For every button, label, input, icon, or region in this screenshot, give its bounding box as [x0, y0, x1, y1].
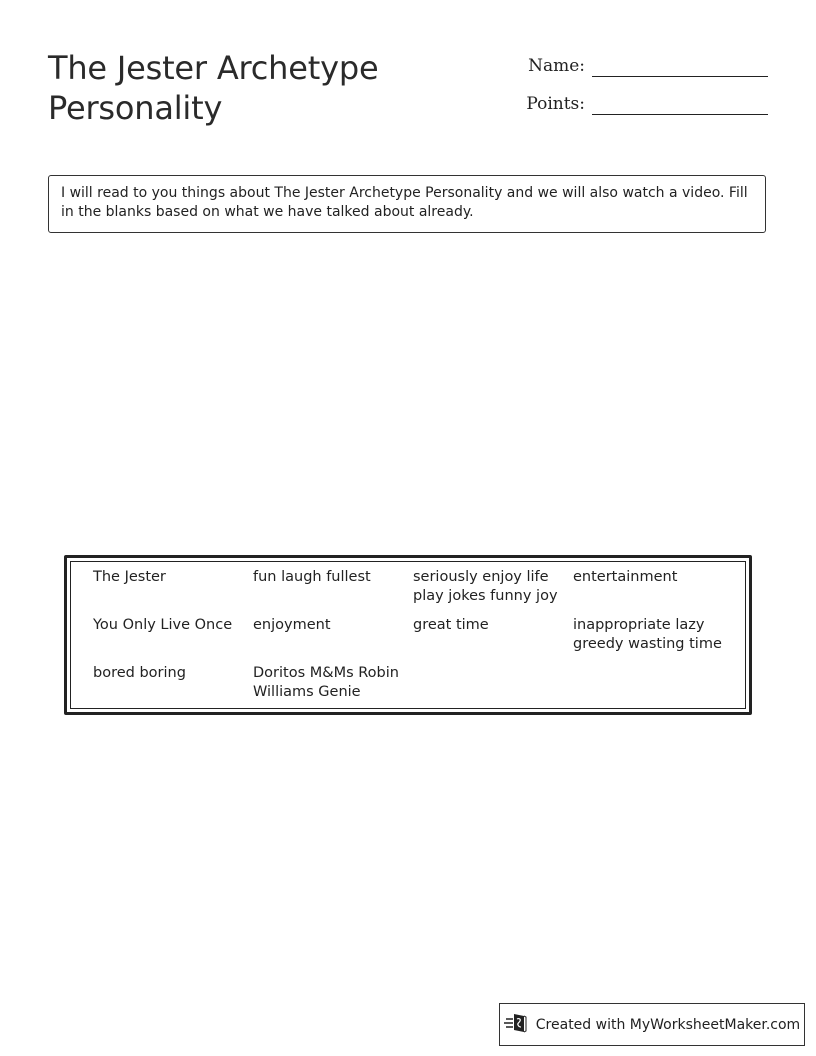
points-blank-line[interactable] [592, 114, 768, 115]
title-line-2: Personality [48, 89, 223, 127]
footer-credit[interactable] [499, 1003, 805, 1046]
word-bank-item: entertainment [573, 569, 678, 585]
word-bank-item: bored boring [93, 665, 186, 681]
page-title [48, 48, 468, 128]
word-bank-item: Doritos M&Ms Robin Williams Genie [253, 665, 399, 700]
name-field[interactable] [520, 52, 768, 82]
points-label: Points: [526, 94, 585, 114]
word-bank-item: You Only Live Once [93, 617, 233, 633]
worksheet-maker-logo-icon [504, 1012, 528, 1038]
word-bank [93, 568, 733, 702]
word-bank-item: enjoyment [253, 617, 331, 633]
word-bank-item: seriously enjoy life play jokes funny joy [413, 569, 558, 604]
name-blank-line[interactable] [592, 76, 768, 77]
instructions-box [48, 175, 766, 233]
word-bank-item: great time [413, 617, 489, 633]
name-label: Name: [528, 56, 585, 76]
word-bank-item: fun laugh fullest [253, 569, 371, 585]
word-bank-item: inappropriate lazy greedy wasting time [573, 617, 722, 652]
instructions-text: I will read to you things about The Jester Archetype Personality and we will also watch a video. Fill in the blanks based on what we have talked about already. [61, 185, 748, 220]
title-line-1: The Jester Archetype [48, 49, 379, 87]
word-bank-item: The Jester [93, 569, 166, 585]
footer-text: Created with MyWorksheetMaker.com [535, 1016, 801, 1033]
points-field[interactable] [520, 90, 768, 120]
